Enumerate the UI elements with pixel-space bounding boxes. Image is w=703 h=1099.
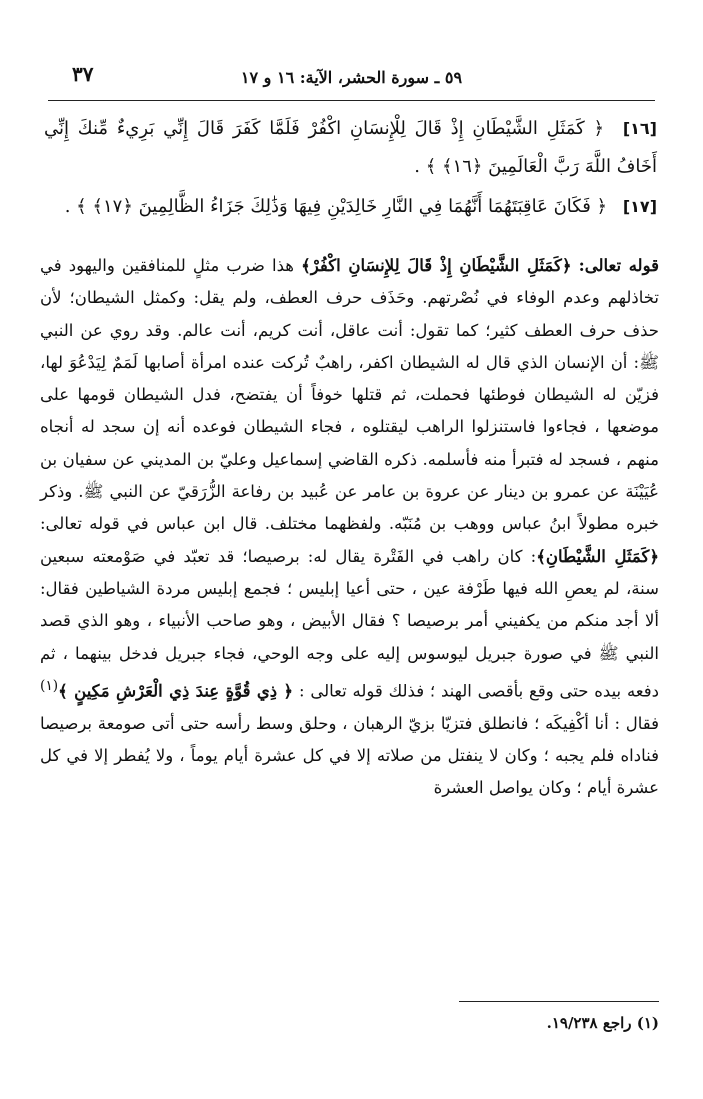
footnote-rule <box>459 1001 659 1002</box>
commentary-span: فقال : أنا أكْفِيكَه ؛ فانطلق فتزيّا بزيّ الرهبان ، وحلق وسط رأسه حتى أتى صومعة برصيصا فناداه فلم يجبه ؛ وكان لا ينفتل من صلاته إلا في كل عشرة أيام يوماً ، ولا يُفطر إلا في كل عشرة أيام ؛ وكان يواصل العشرة <box>40 713 659 798</box>
quran-quote: ﴿كَمَثَلِ الشَّيْطَانِ إِذْ قَالَ لِلإِنسَانِ اكْفُرْ﴾ <box>301 256 572 275</box>
commentary-span: : كان راهب في الفَتْرة يقال له: برصيصا؛ قد تعبّد في صَوْمعته سبعين سنة، لم يعصِ الله فيها طَرْفة عين ، حتى أعيا إبليس ؛ فجمع إبليس مردة الشياطين فقال: ألا أجد منكم من يكفيني أمر برصيصا ؟ فقال الأبيض ، وهو صاحب الأنبياء ، وهو الذي قصد النبي ﷺ في صورة جبريل ليوسوس إليه على وجه الوحي، فجاء جبريل فدخل بينهما ، ثم دفعه بيده حتى وقع بأقصى الهند ؛ فذلك قوله تعالى : <box>40 546 660 701</box>
verse-16 <box>44 110 657 186</box>
commentary-paragraph <box>40 250 659 805</box>
commentary-span: هذا ضرب مثلٍ للمنافقين واليهود في تخاذلهم وعدم الوفاء في نُصْرتهم. وحَذَف حرف العطف، ولم يقل: وكمثل الشيطان؛ لأن حذف حرف العطف كثير؛ كما تقول: أنت عاقل، أنت كريم، أنت عالم. وقد روي عن النبي ﷺ: أن الإنسان الذي قال له الشيطان اكفر، راهبٌ تُركت عنده امرأة أصابها لَمَمٌ لِيَدْعُوَ لها، فزيّن له الشيطان فوطئها فحملت، ثم قتلها خوفاً أن يفتضح، فدل الشيطان قومها على موضعها ، فجاءوا فاستنزلوا الراهب ليقتلوه ، فجاء الشيطان فوعده أنه إن سجد له أنجاه منهم ، فسجد له فتبرأ منه فأسلمه. ذكره القاضي إسماعيل وعليّ بن المديني عن سفيان بن عُيَيْنَة عن عمرو بن دينار عن عروة بن عامر عن عُبيد بن رفاعة الزُّرَقيّ عن النبي ﷺ. وذكر خبره مطولاً ابنُ عباس ووهب بن مُنَبّه. ولفظهما مختلف. قال ابن عباس في قوله تعالى: <box>40 256 659 534</box>
commentary-text <box>40 250 659 805</box>
intro-label: قوله تعالى: <box>578 256 659 275</box>
page-number: ٣٧ <box>72 62 94 86</box>
verse-text: ﴿ فَكَانَ عَاقِبَتَهُمَا أَنَّهُمَا فِي النَّارِ خَالِدَيْنِ فِيهَا وَذَٰلِكَ جَزَاءُ الظَّالِمِينَ ﴿١٧﴾ ﴾ . <box>64 196 608 217</box>
verse-number: [١٦] <box>622 119 657 138</box>
quran-quote: ﴿كَمَثَلِ الشَّيْطَانِ﴾ <box>536 546 659 566</box>
page-header <box>48 62 655 102</box>
footnote-reference: (١) <box>40 677 59 694</box>
quran-quote: ﴿ ذِي قُوَّةٍ عِندَ ذِي الْعَرْشِ مَكِينٍ ﴾ <box>58 681 294 701</box>
verse-number: [١٧] <box>622 197 657 216</box>
footnote: (١) راجع ١٩/٢٣٨. <box>546 1014 659 1032</box>
verse-17 <box>44 188 657 226</box>
running-title: ٥٩ ـ سورة الحشر، الآية: ١٦ و ١٧ <box>240 68 463 87</box>
verse-text: ﴿ كَمَثَلِ الشَّيْطَانِ إِذْ قَالَ لِلْإِنسَانِ اكْفُرْ فَلَمَّا كَفَرَ قَالَ إِنِّي بَرِيءٌ مِّنكَ إِنِّي أَخَافُ اللَّهَ رَبَّ الْعَالَمِينَ ﴿١٦﴾ ﴾ . <box>44 118 657 177</box>
header-rule <box>48 100 655 101</box>
